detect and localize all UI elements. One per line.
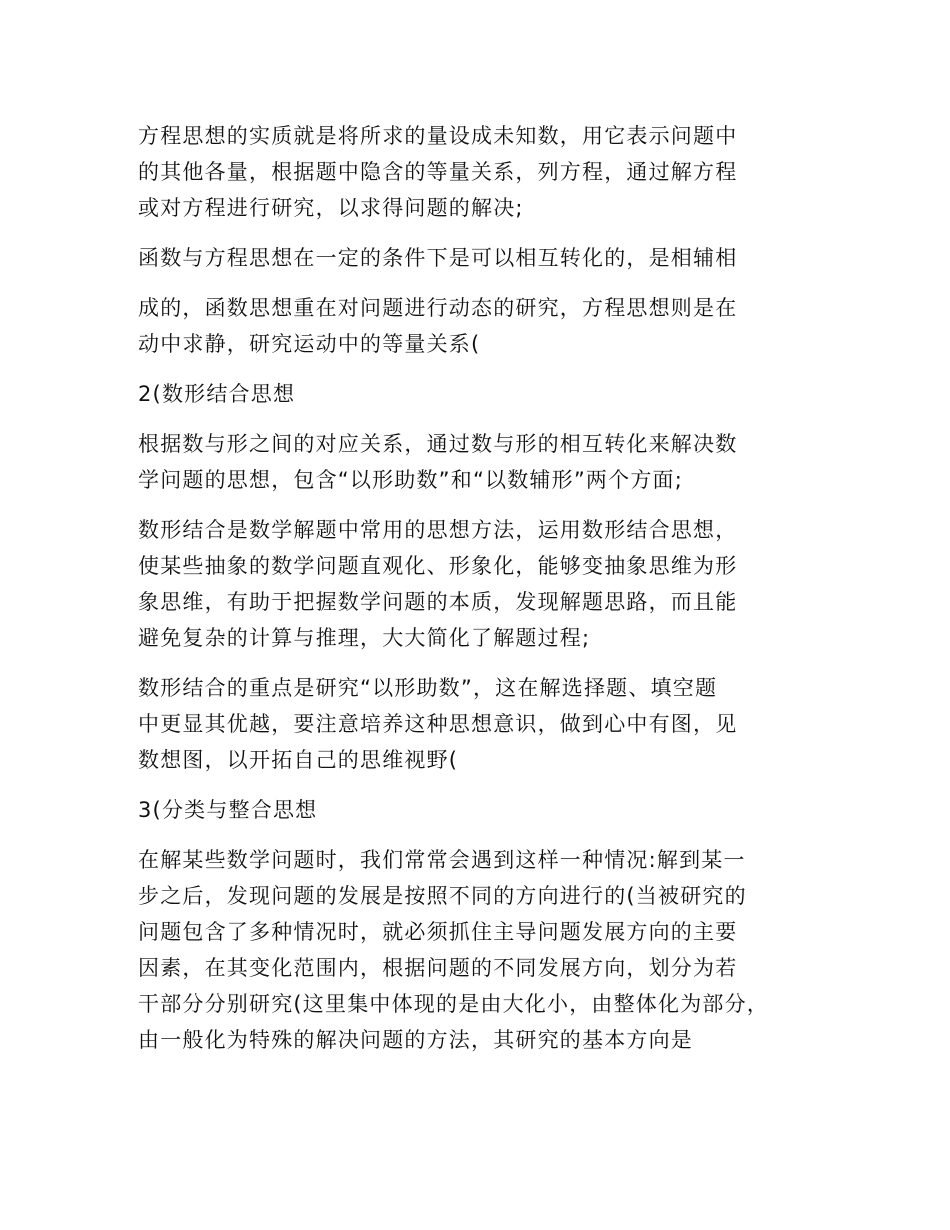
text-line: 动中求静，研究运动中的等量关系( <box>138 332 481 356</box>
text-line: 的其他各量，根据题中隐含的等量关系，列方程，通过解方程 <box>138 160 738 184</box>
text-line: 干部分分别研究(这里集中体现的是由大化小，由整体化为部分， <box>138 992 769 1016</box>
text-line: 使某些抽象的数学问题直观化、形象化，能够变抽象思维为形 <box>138 554 738 578</box>
text-line: 方程思想的实质就是将所求的量设成未知数，用它表示问题中 <box>138 124 738 148</box>
heading-text: 2(数形结合思想 <box>138 382 296 406</box>
text-line: 在解某些数学问题时，我们常常会遇到这样一种情况:解到某一 <box>138 848 746 872</box>
paragraph-equation-thought <box>138 118 838 226</box>
text-line: 数形结合的重点是研究“以形助数”，这在解选择题、填空题 <box>138 676 718 700</box>
paragraph-shape-number-method <box>138 512 838 656</box>
text-line: 成的，函数思想重在对问题进行动态的研究，方程思想则是在 <box>138 296 738 320</box>
paragraph-shape-number-focus <box>138 670 838 778</box>
text-line: 根据数与形之间的对应关系，通过数与形的相互转化来解决数 <box>138 432 738 456</box>
section-heading-3 <box>138 792 838 828</box>
text-line: 或对方程进行研究，以求得问题的解决; <box>138 196 524 220</box>
heading-text: 3(分类与整合思想 <box>138 798 318 822</box>
text-line: 中更显其优越，要注意培养这种思想意识，做到心中有图，见 <box>138 712 738 736</box>
text-line: 避免复杂的计算与推理，大大简化了解题过程; <box>138 626 591 650</box>
text-line: 因素，在其变化范围内，根据问题的不同发展方向，划分为若 <box>138 956 738 980</box>
text-line: 数想图，以开拓自己的思维视野( <box>138 748 459 772</box>
text-line: 学问题的思想，包含“以形助数”和“以数辅形”两个方面; <box>138 468 683 492</box>
text-line: 象思维，有助于把握数学问题的本质，发现解题思路，而且能 <box>138 590 738 614</box>
text-line: 函数与方程思想在一定的条件下是可以相互转化的，是相辅相 <box>138 246 738 270</box>
text-line: 步之后，发现问题的发展是按照不同的方向进行的(当被研究的 <box>138 884 747 908</box>
text-line: 由一般化为特殊的解决问题的方法，其研究的基本方向是 <box>138 1028 693 1052</box>
paragraph-classification <box>138 842 838 1058</box>
paragraph-function-equation-2 <box>138 290 838 362</box>
section-heading-2 <box>138 376 838 412</box>
paragraph-function-equation-1 <box>138 240 838 276</box>
document-body <box>138 118 838 1072</box>
paragraph-shape-number-definition <box>138 426 838 498</box>
text-line: 数形结合是数学解题中常用的思想方法，运用数形结合思想， <box>138 518 738 542</box>
text-line: 问题包含了多种情况时，就必须抓住主导问题发展方向的主要 <box>138 920 738 944</box>
